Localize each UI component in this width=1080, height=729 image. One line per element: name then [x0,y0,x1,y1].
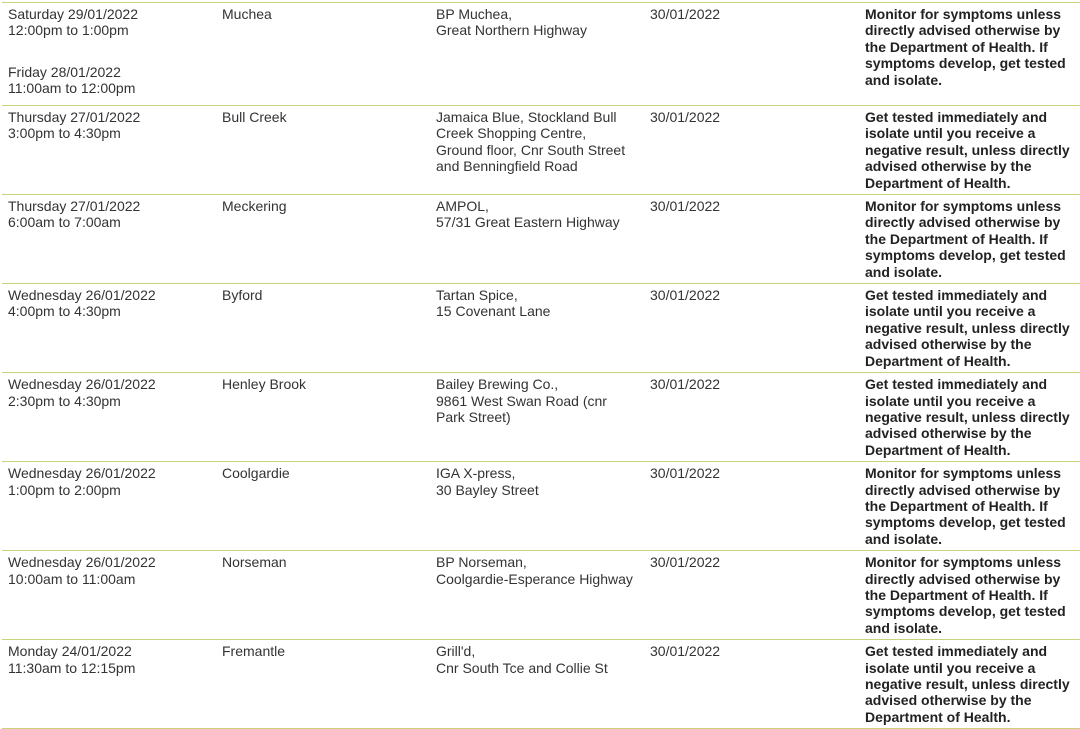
location-address: Great Northern Highway [436,22,587,39]
table-row [2,640,1080,729]
location-cell [430,195,644,284]
exposure-date: Wednesday 26/01/2022 [8,465,156,482]
suburb-cell: Meckering [222,198,287,215]
date-time-cell [2,3,216,106]
exposure-date: Monday 24/01/2022 [8,643,132,660]
exposure-date: Wednesday 26/01/2022 [8,554,156,571]
date-time-cell [2,373,216,462]
location-cell [430,640,644,729]
health-advice-cell: Get tested immediately and isolate until you receive a negative result, unless directly advised otherwise by the Department of Health. [865,643,1070,725]
table-row [2,373,1080,462]
table-row [2,106,1080,195]
suburb-cell: Byford [222,287,263,304]
location-address: Cnr South Tce and Collie St [436,659,608,676]
location-address: 57/31 Great Eastern Highway [436,214,620,231]
date-updated-cell: 30/01/2022 [650,376,721,393]
date-updated-cell: 30/01/2022 [650,6,721,22]
exposure-date: Friday 28/01/2022 [8,63,121,80]
exposure-time: 12:00pm to 1:00pm [8,22,129,39]
location-name: AMPOL, [436,198,489,215]
date-updated-cell: 30/01/2022 [650,643,721,660]
location-address: 30 Bayley Street [436,481,539,498]
exposure-sites-table [2,2,1080,729]
suburb-cell: Bull Creek [222,109,287,125]
location-cell [430,3,644,106]
exposure-date: Wednesday 26/01/2022 [8,376,156,393]
location-name: IGA X-press, [436,465,516,482]
date-time-cell [2,551,216,640]
table-row [2,462,1080,551]
exposure-time: 10:00am to 11:00am [8,570,136,587]
suburb-cell: Norseman [222,554,287,571]
table-row [2,284,1080,373]
health-advice-cell: Get tested immediately and isolate until you receive a negative result, unless directly advised otherwise by the Department of Health. [865,376,1070,458]
location-name: Grill'd, [436,643,476,660]
location-cell [430,462,644,551]
exposure-date: Thursday 27/01/2022 [8,109,141,125]
location-cell [430,373,644,462]
location-name: Jamaica Blue, Stockland Bull Creek Shopping Centre, [436,109,617,142]
health-advice-cell: Get tested immediately and isolate until you receive a negative result, unless directly advised otherwise by the Department of Health. [865,287,1070,369]
exposure-time: 3:00pm to 4:30pm [8,125,121,142]
exposure-time: 1:00pm to 2:00pm [8,481,121,498]
suburb-cell: Muchea [222,6,272,22]
date-updated-cell: 30/01/2022 [650,198,721,215]
exposure-time: 4:00pm to 4:30pm [8,303,121,320]
exposure-time: 11:30am to 12:15pm [8,659,136,676]
exposure-date: Saturday 29/01/2022 [8,6,138,22]
health-advice-cell: Monitor for symptoms unless directly advised otherwise by the Department of Health. If symptoms develop, get tested and isolate. [865,465,1066,547]
date-updated-cell: 30/01/2022 [650,109,721,125]
location-name: BP Muchea, [436,6,513,22]
location-name: Bailey Brewing Co., [436,376,559,393]
suburb-cell: Henley Brook [222,376,307,393]
location-cell [430,106,644,195]
date-updated-cell: 30/01/2022 [650,287,721,304]
table-row [2,551,1080,640]
date-updated-cell: 30/01/2022 [650,554,721,571]
location-address: Coolgardie-Esperance Highway [436,570,633,587]
location-name: Tartan Spice, [436,287,518,304]
location-address: 15 Covenant Lane [436,303,551,320]
suburb-cell: Coolgardie [222,465,290,482]
suburb-cell: Fremantle [222,643,286,660]
exposure-date: Wednesday 26/01/2022 [8,287,156,304]
location-address: 9861 West Swan Road (cnr Park Street) [436,392,607,425]
date-time-cell [2,106,216,195]
health-advice-cell: Monitor for symptoms unless directly advised otherwise by the Department of Health. If symptoms develop, get tested and isolate. [865,198,1066,280]
location-cell [430,551,644,640]
exposure-time: 6:00am to 7:00am [8,214,121,231]
health-advice-cell: Get tested immediately and isolate until you receive a negative result, unless directly advised otherwise by the Department of Health. [865,109,1070,191]
health-advice-cell: Monitor for symptoms unless directly advised otherwise by the Department of Health. If symptoms develop, get tested and isolate. [865,554,1066,636]
location-name: BP Norseman, [436,554,527,571]
date-time-cell [2,462,216,551]
date-time-cell [2,640,216,729]
date-time-cell [2,284,216,373]
exposure-time: 2:30pm to 4:30pm [8,392,121,409]
exposure-date: Thursday 27/01/2022 [8,198,141,215]
date-updated-cell: 30/01/2022 [650,465,721,482]
table-row [2,3,1080,106]
location-address: Ground floor, Cnr South Street and Benningfield Road [436,141,626,175]
health-advice-cell: Monitor for symptoms unless directly advised otherwise by the Department of Health. If symptoms develop, get tested and isolate. [865,6,1066,88]
exposure-time: 11:00am to 12:00pm [8,80,136,97]
location-cell [430,284,644,373]
table-row [2,195,1080,284]
date-time-cell [2,195,216,284]
